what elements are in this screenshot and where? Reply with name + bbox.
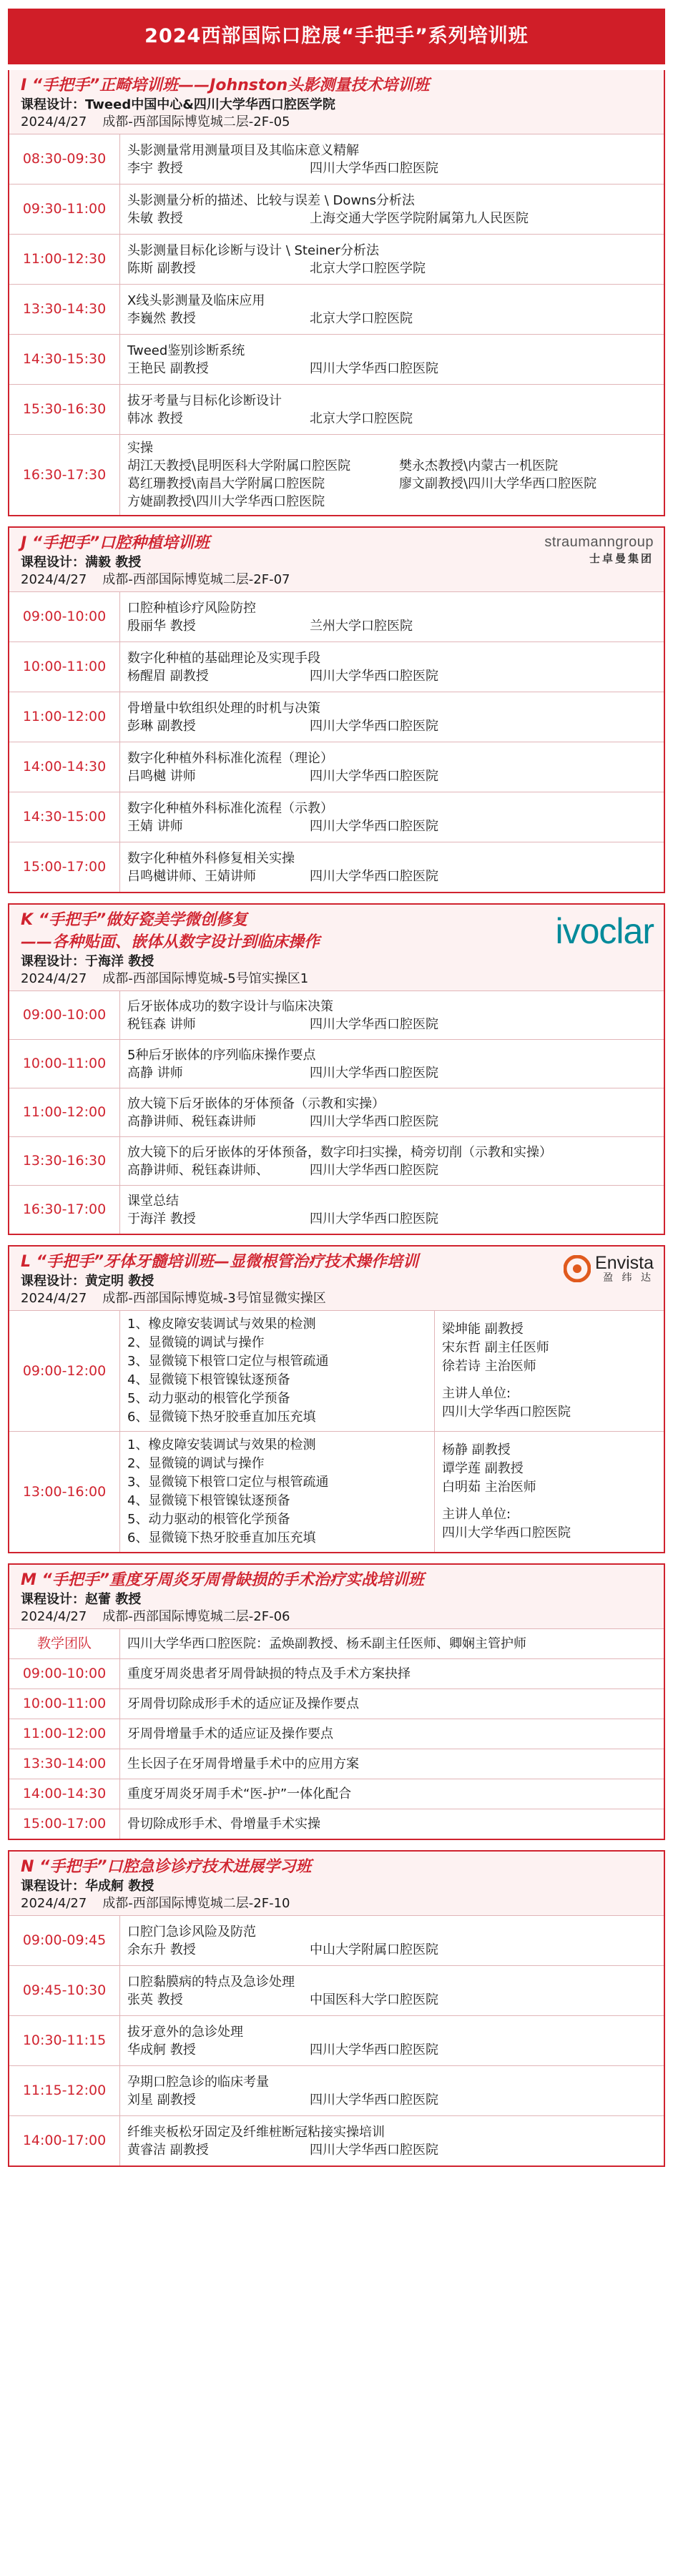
speaker-name: 于海洋 教授 bbox=[127, 1211, 196, 1226]
speaker-org: 四川大学华西口腔医院 bbox=[310, 868, 438, 884]
session-cell bbox=[120, 1751, 664, 1777]
schedule-row bbox=[9, 1136, 664, 1185]
time-slot: 14:00-14:30 bbox=[9, 742, 120, 792]
time-slot: 14:00-14:30 bbox=[9, 1779, 120, 1809]
session-topic: 口腔黏膜病的特点及急诊处理 bbox=[127, 1974, 295, 1990]
procedure-item: 3、显微镜下根管口定位与根管疏通 bbox=[127, 1475, 329, 1490]
speaker-name: 高静讲师、税钰森讲师 bbox=[127, 1114, 256, 1129]
speaker-line bbox=[127, 260, 657, 277]
speaker-line bbox=[127, 410, 657, 428]
speaker-line bbox=[127, 360, 657, 378]
session-topic: 放大镜下的后牙嵌体的牙体预备，数字印扫实操，椅旁切削（示教和实操） bbox=[127, 1144, 552, 1160]
schedule-row bbox=[9, 842, 664, 892]
schedule-row bbox=[9, 1749, 664, 1779]
course-design: 课程设计：于海洋 教授 bbox=[21, 954, 154, 969]
date-location: 2024/4/27 成都-西部国际博览城二层-2F-05 bbox=[21, 114, 290, 129]
procedure-item: 3、显微镜下根管口定位与根管疏通 bbox=[127, 1354, 329, 1369]
schedule-row bbox=[9, 1965, 664, 2015]
date-location: 2024/4/27 成都-西部国际博览城二层-2F-07 bbox=[21, 572, 290, 587]
speaker-org: 兰州大学口腔医院 bbox=[310, 618, 413, 634]
speaker-line bbox=[127, 1941, 657, 1959]
speaker-line bbox=[127, 1161, 657, 1179]
section-header bbox=[9, 1247, 664, 1310]
time-slot: 11:00-12:00 bbox=[9, 692, 120, 742]
spacer bbox=[442, 1497, 657, 1505]
unit-label: 主讲人单位: bbox=[442, 1386, 511, 1401]
speaker-line bbox=[127, 617, 657, 635]
schedule-row bbox=[9, 1688, 664, 1719]
schedule-row bbox=[9, 1809, 664, 1839]
time-slot: 15:30-16:30 bbox=[9, 385, 120, 434]
instructor-list bbox=[435, 1437, 664, 1547]
session-topic: 牙周骨切除成形手术的适应证及操作要点 bbox=[127, 1696, 359, 1711]
date-location: 2024/4/27 成都-西部国际博览城二层-2F-06 bbox=[21, 1609, 290, 1624]
straumann-logo: straumanngroup 士卓曼集团 bbox=[544, 534, 654, 565]
speaker-line bbox=[127, 210, 657, 227]
schedule-row bbox=[9, 184, 664, 234]
session-topic: 5种后牙嵌体的序列临床操作要点 bbox=[127, 1047, 316, 1063]
time-slot: 14:30-15:00 bbox=[9, 792, 120, 842]
schedule-row bbox=[9, 1719, 664, 1749]
schedule-row bbox=[9, 134, 664, 184]
speaker-line bbox=[127, 1064, 657, 1082]
speaker-line bbox=[127, 1113, 657, 1131]
session-cell bbox=[120, 1661, 664, 1687]
session-topic: 数字化种植外科标准化流程（示教） bbox=[127, 800, 333, 816]
procedure-item: 4、显微镜下根管镍钛逐预备 bbox=[127, 1493, 290, 1508]
procedure-item: 1、橡皮障安装调试与效果的检测 bbox=[127, 1317, 316, 1332]
time-slot: 09:00-10:00 bbox=[9, 592, 120, 641]
session-cell bbox=[120, 1811, 664, 1837]
schedule-row bbox=[9, 334, 664, 384]
session-cell bbox=[120, 1042, 664, 1086]
session-cell bbox=[120, 2019, 664, 2063]
speaker-name: 王艳民 副教授 bbox=[127, 360, 209, 376]
session-topic: 四川大学华西口腔医院：孟焕副教授、杨禾副主任医师、卿娴主管护师 bbox=[127, 1636, 526, 1651]
course-section-i bbox=[8, 70, 665, 516]
course-section-n bbox=[8, 1850, 665, 2167]
session-topic: 头影测量目标化诊断与设计 \ Steiner分析法 bbox=[127, 242, 379, 258]
time-slot: 09:45-10:30 bbox=[9, 1966, 120, 2015]
speaker-line bbox=[127, 667, 657, 685]
section-subtitle: ——各种贴面、嵌体从数字设计到临床操作 bbox=[21, 933, 320, 951]
time-slot: 09:00-09:45 bbox=[9, 1916, 120, 1965]
speaker-name: 刘星 副教授 bbox=[127, 2092, 196, 2108]
speaker-name: 高静 讲师 bbox=[127, 1065, 183, 1081]
schedule-row bbox=[9, 284, 664, 334]
procedure-list bbox=[120, 1311, 435, 1431]
course-section-m bbox=[8, 1563, 665, 1840]
section-header bbox=[9, 1565, 664, 1628]
time-slot: 13:30-16:30 bbox=[9, 1137, 120, 1185]
section-title: J “手把手”口腔种植培训班 bbox=[21, 534, 210, 552]
course-design: 课程设计：满毅 教授 bbox=[21, 555, 142, 570]
speaker-org: 四川大学华西口腔医院 bbox=[310, 1114, 438, 1129]
session-topic: 数字化种植外科标准化流程（理论） bbox=[127, 750, 333, 766]
speaker-org: 上海交通大学医学院附属第九人民医院 bbox=[310, 210, 529, 226]
section-title: M “手把手”重度牙周炎牙周骨缺损的手术治疗实战培训班 bbox=[21, 1571, 424, 1589]
spacer bbox=[442, 1376, 657, 1385]
speaker-line bbox=[127, 1016, 657, 1033]
session-cell bbox=[120, 137, 664, 182]
speaker-name: 杨醒眉 副教授 bbox=[127, 668, 209, 684]
speaker-org: 中国医科大学口腔医院 bbox=[310, 1992, 438, 2007]
schedule-row bbox=[9, 1779, 664, 1809]
session-topic: 生长因子在牙周骨增量手术中的应用方案 bbox=[127, 1756, 359, 1771]
course-design: 课程设计：赵蕾 教授 bbox=[21, 1592, 142, 1607]
speaker-name: 韩冰 教授 bbox=[127, 411, 183, 426]
section-header bbox=[9, 70, 664, 134]
speaker-line bbox=[127, 717, 657, 735]
session-cell bbox=[120, 1139, 664, 1184]
schedule-row bbox=[9, 1088, 664, 1136]
time-slot: 16:30-17:30 bbox=[9, 435, 120, 515]
time-slot: 16:30-17:00 bbox=[9, 1186, 120, 1234]
unit-label: 主讲人单位: bbox=[442, 1507, 511, 1522]
session-topic: 数字化种植的基础理论及实现手段 bbox=[127, 650, 320, 666]
session-cell bbox=[120, 645, 664, 689]
ivoclar-logo: ivoclar bbox=[555, 911, 654, 951]
time-slot: 11:00-12:00 bbox=[9, 1088, 120, 1136]
course-section-k bbox=[8, 903, 665, 1235]
speaker-org: 四川大学华西口腔医院 bbox=[310, 160, 438, 176]
speaker-org: 四川大学华西口腔医院 bbox=[310, 718, 438, 734]
instructor-name: 宋东哲 副主任医师 bbox=[442, 1340, 549, 1355]
session-cell bbox=[120, 1781, 664, 1807]
speaker-name: 彭琳 副教授 bbox=[127, 718, 196, 734]
speaker-name: 吕鸣樾 讲师 bbox=[127, 768, 196, 784]
session-topic: 放大镜下后牙嵌体的牙体预备（示教和实操） bbox=[127, 1096, 385, 1111]
speaker-line bbox=[127, 867, 657, 885]
speaker-line bbox=[127, 817, 657, 835]
section-header bbox=[9, 528, 664, 591]
speaker-org: 中山大学附属口腔医院 bbox=[310, 1942, 438, 1957]
speaker-org: 四川大学华西口腔医院 bbox=[310, 1016, 438, 1032]
practice-row bbox=[9, 434, 664, 515]
speaker-name: 华成舸 教授 bbox=[127, 2042, 196, 2058]
time-slot: 11:15-12:00 bbox=[9, 2066, 120, 2115]
speaker-org: 四川大学华西口腔医院 bbox=[310, 1065, 438, 1081]
section-title: L “手把手”牙体牙髓培训班—显微根管治疗技术操作培训 bbox=[21, 1253, 419, 1271]
speaker-org: 北京大学口腔医院 bbox=[310, 310, 413, 326]
speaker-name: 李巍然 教授 bbox=[127, 310, 196, 326]
time-slot: 09:00-10:00 bbox=[9, 991, 120, 1039]
schedule-row bbox=[9, 591, 664, 641]
time-slot: 15:00-17:00 bbox=[9, 1809, 120, 1839]
time-slot: 10:00-11:00 bbox=[9, 1040, 120, 1088]
session-cell bbox=[120, 2119, 664, 2163]
session-cell bbox=[120, 1969, 664, 2013]
procedure-item: 6、显微镜下热牙胶垂直加压充填 bbox=[127, 1530, 316, 1545]
speaker-name: 殷丽华 教授 bbox=[127, 618, 196, 634]
session-cell bbox=[120, 187, 664, 232]
session-topic: 拔牙考量与目标化诊断设计 bbox=[127, 393, 282, 408]
time-slot: 13:00-16:00 bbox=[9, 1432, 120, 1552]
speaker-line bbox=[127, 2091, 657, 2109]
session-cell bbox=[120, 1721, 664, 1747]
procedure-item: 5、动力驱动的根管化学预备 bbox=[127, 1391, 290, 1406]
session-topic: 牙周骨增量手术的适应证及操作要点 bbox=[127, 1726, 333, 1741]
session-topic: 口腔种植诊疗风险防控 bbox=[127, 600, 256, 616]
speaker-name: 余东升 教授 bbox=[127, 1942, 196, 1957]
procedure-item: 2、显微镜的调试与操作 bbox=[127, 1456, 265, 1471]
session-topic: 纤维夹板松牙固定及纤维桩断冠粘接实操培训 bbox=[127, 2124, 385, 2140]
schedule-row bbox=[9, 384, 664, 434]
session-cell bbox=[120, 595, 664, 639]
page-banner: 2024西部国际口腔展“手把手”系列培训班 bbox=[8, 9, 665, 64]
session-cell bbox=[120, 795, 664, 840]
section-title: K “手把手”做好瓷美学微创修复 bbox=[21, 911, 248, 929]
speaker-name: 张英 教授 bbox=[127, 1992, 183, 2007]
time-slot: 09:30-11:00 bbox=[9, 185, 120, 234]
speaker-line bbox=[127, 159, 657, 177]
speaker-name: 李宇 教授 bbox=[127, 160, 183, 176]
instructor-name: 白明茹 主治医师 bbox=[442, 1480, 536, 1495]
course-design: 课程设计：Tweed中国中心&四川大学华西口腔医学院 bbox=[21, 97, 335, 112]
session-cell bbox=[120, 1691, 664, 1717]
speaker-name: 黄睿洁 副教授 bbox=[127, 2142, 209, 2158]
date-location: 2024/4/27 成都-西部国际博览城二层-2F-10 bbox=[21, 1896, 290, 1911]
speaker-line bbox=[127, 767, 657, 785]
envista-mark-icon bbox=[564, 1255, 591, 1282]
unit-name: 四川大学华西口腔医院 bbox=[442, 1525, 571, 1540]
session-cell bbox=[120, 287, 664, 332]
session-topic: X线头影测量及临床应用 bbox=[127, 292, 265, 308]
session-cell bbox=[120, 695, 664, 739]
speaker-org: 四川大学华西口腔医院 bbox=[310, 768, 438, 784]
session-cell bbox=[120, 237, 664, 282]
session-cell bbox=[120, 845, 664, 890]
speaker-name: 吕鸣樾讲师、王婧讲师 bbox=[127, 868, 256, 884]
speaker-name: 王婧 讲师 bbox=[127, 818, 183, 834]
session-topic: 孕期口腔急诊的临床考量 bbox=[127, 2074, 269, 2090]
section-header bbox=[9, 1852, 664, 1915]
speaker-org: 北京大学口腔医院 bbox=[310, 411, 413, 426]
session-topic: 后牙嵌体成功的数字设计与临床决策 bbox=[127, 998, 333, 1014]
speaker-name: 朱敏 教授 bbox=[127, 210, 183, 226]
session-topic: 头影测量分析的描述、比较与误差 \ Downs分析法 bbox=[127, 192, 415, 208]
speaker-org: 四川大学华西口腔医院 bbox=[310, 1162, 438, 1178]
session-topic: 数字化种植外科修复相关实操 bbox=[127, 850, 295, 866]
session-topic: 骨切除成形手术、骨增量手术实操 bbox=[127, 1817, 320, 1832]
schedule-row bbox=[9, 692, 664, 742]
instructor-name: 梁坤能 副教授 bbox=[442, 1322, 524, 1337]
schedule-row bbox=[9, 2115, 664, 2165]
speaker-line bbox=[127, 1991, 657, 2009]
schedule-row bbox=[9, 1039, 664, 1088]
session-topic: 课堂总结 bbox=[127, 1193, 179, 1209]
time-slot: 13:30-14:30 bbox=[9, 285, 120, 334]
session-cell bbox=[120, 993, 664, 1038]
schedule-row bbox=[9, 792, 664, 842]
unit-name: 四川大学华西口腔医院 bbox=[442, 1405, 571, 1420]
session-topic: 重度牙周炎牙周手术“医-护”一体化配合 bbox=[127, 1786, 352, 1801]
speaker-name: 高静讲师、税钰森讲师、 bbox=[127, 1162, 269, 1178]
time-slot: 11:00-12:30 bbox=[9, 235, 120, 284]
speaker-line bbox=[127, 1210, 657, 1228]
session-topic: 重度牙周炎患者牙周骨缺损的特点及手术方案抉择 bbox=[127, 1666, 411, 1681]
speaker-line bbox=[127, 2041, 657, 2059]
procedure-list bbox=[120, 1432, 435, 1552]
time-slot: 11:00-12:00 bbox=[9, 1719, 120, 1749]
session-topic: 骨增量中软组织处理的时机与决策 bbox=[127, 700, 320, 716]
session-cell bbox=[120, 745, 664, 790]
time-slot: 教学团队 bbox=[9, 1629, 120, 1658]
schedule-block bbox=[9, 1431, 664, 1552]
session-cell bbox=[120, 2069, 664, 2113]
procedure-item: 1、橡皮障安装调试与效果的检测 bbox=[127, 1437, 316, 1452]
time-slot: 10:30-11:15 bbox=[9, 2016, 120, 2065]
time-slot: 10:00-11:00 bbox=[9, 642, 120, 692]
speaker-line bbox=[127, 2141, 657, 2159]
procedure-item: 5、动力驱动的根管化学预备 bbox=[127, 1512, 290, 1527]
procedure-item: 4、显微镜下根管镍钛逐预备 bbox=[127, 1372, 290, 1387]
time-slot: 13:30-14:00 bbox=[9, 1749, 120, 1779]
speaker-org: 四川大学华西口腔医院 bbox=[310, 2092, 438, 2108]
speaker-org: 四川大学华西口腔医院 bbox=[310, 2042, 438, 2058]
schedule-row bbox=[9, 990, 664, 1039]
time-slot: 10:00-11:00 bbox=[9, 1689, 120, 1719]
session-topic: 口腔门急诊风险及防范 bbox=[127, 1924, 256, 1940]
session-cell bbox=[120, 338, 664, 382]
section-header bbox=[9, 905, 664, 990]
schedule-row bbox=[9, 234, 664, 284]
instructor-name: 徐若诗 主治医师 bbox=[442, 1359, 536, 1374]
speaker-org: 四川大学华西口腔医院 bbox=[310, 2142, 438, 2158]
date-location: 2024/4/27 成都-西部国际博览城-5号馆实操区1 bbox=[21, 971, 309, 986]
date-location: 2024/4/27 成都-西部国际博览城-3号馆显微实操区 bbox=[21, 1291, 326, 1306]
session-cell bbox=[120, 1631, 664, 1657]
schedule-block bbox=[9, 1310, 664, 1431]
time-slot: 09:00-10:00 bbox=[9, 1659, 120, 1688]
session-cell bbox=[120, 1919, 664, 1963]
instructor-list bbox=[435, 1316, 664, 1426]
session-cell bbox=[120, 1091, 664, 1135]
session-topic: 拔牙意外的急诊处理 bbox=[127, 2024, 243, 2040]
speaker-org: 四川大学华西口腔医院 bbox=[310, 360, 438, 376]
speaker-org: 四川大学华西口腔医院 bbox=[310, 1211, 438, 1226]
speaker-name: 陈斯 副教授 bbox=[127, 260, 196, 276]
procedure-item: 6、显微镜下热牙胶垂直加压充填 bbox=[127, 1410, 316, 1425]
practice-cell: 实操 胡江天教授\昆明医科大学附属口腔医院 樊永杰教授\内蒙古一机医院 葛红珊教授\南昌大学附属口腔医院 廖文副教授\四川大学华西口腔医院 方婕副教授\四川大学华西口腔医院 bbox=[127, 441, 597, 509]
schedule-row bbox=[9, 1915, 664, 1965]
speaker-org: 北京大学口腔医学院 bbox=[310, 260, 426, 276]
time-slot: 08:30-09:30 bbox=[9, 134, 120, 184]
instructor-name: 杨静 副教授 bbox=[442, 1442, 511, 1457]
session-cell bbox=[120, 1188, 664, 1232]
session-cell bbox=[120, 388, 664, 432]
envista-logo: Envista 盈 纬 达 bbox=[564, 1254, 654, 1284]
time-slot: 09:00-12:00 bbox=[9, 1311, 120, 1431]
schedule-row bbox=[9, 2015, 664, 2065]
time-slot: 14:00-17:00 bbox=[9, 2116, 120, 2165]
course-section-l bbox=[8, 1245, 665, 1553]
speaker-line bbox=[127, 310, 657, 328]
schedule-row bbox=[9, 641, 664, 692]
speaker-org: 四川大学华西口腔医院 bbox=[310, 818, 438, 834]
section-title: I “手把手”正畸培训班——Johnston头影测量技术培训班 bbox=[21, 77, 430, 94]
speaker-org: 四川大学华西口腔医院 bbox=[310, 668, 438, 684]
schedule-row bbox=[9, 2065, 664, 2115]
session-topic: Tweed鉴别诊断系统 bbox=[127, 343, 245, 358]
time-slot: 15:00-17:00 bbox=[9, 842, 120, 892]
section-title: N “手把手”口腔急诊诊疗技术进展学习班 bbox=[21, 1858, 312, 1876]
course-design: 课程设计：黄定明 教授 bbox=[21, 1274, 154, 1289]
course-design: 课程设计：华成舸 教授 bbox=[21, 1879, 154, 1894]
schedule-row bbox=[9, 1185, 664, 1234]
course-section-j bbox=[8, 526, 665, 893]
instructor-name: 谭学莲 副教授 bbox=[442, 1461, 524, 1476]
session-topic: 头影测量常用测量项目及其临床意义精解 bbox=[127, 142, 359, 158]
schedule-row bbox=[9, 1658, 664, 1688]
time-slot: 14:30-15:30 bbox=[9, 335, 120, 384]
schedule-row bbox=[9, 742, 664, 792]
schedule-row bbox=[9, 1628, 664, 1658]
speaker-name: 税钰森 讲师 bbox=[127, 1016, 196, 1032]
procedure-item: 2、显微镜的调试与操作 bbox=[127, 1335, 265, 1350]
